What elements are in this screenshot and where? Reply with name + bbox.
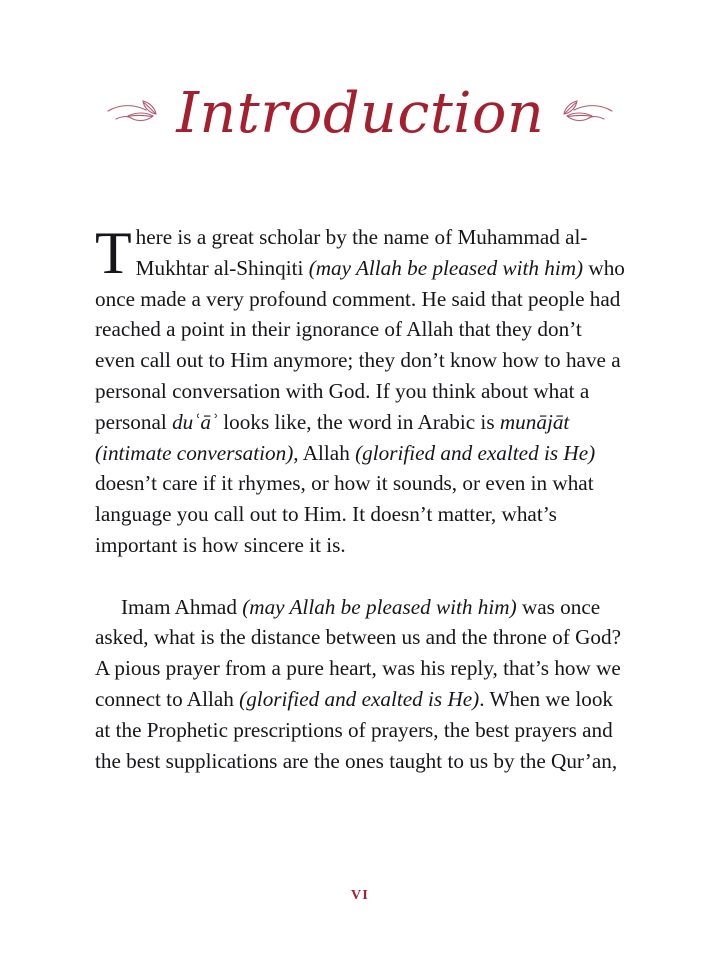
page-title: Introduction (176, 81, 544, 146)
p1-segment-3: who once made a very profound comment. He said that people had reached a point in their ignorance of Allah that they don’t even call out to Him anymore; they don’t know how to have a personal conversation with God. If you think about what a personal (95, 255, 625, 434)
p1-segment-5: looks like, the word in Arabic is (217, 409, 500, 434)
p2-segment-5: . When we look at the Prophetic prescriptions of prayers, the best prayers and the best supplications are the ones taught to us by the Qur’an, (95, 686, 618, 773)
body-text (95, 222, 625, 776)
p1-segment-9: doesn’t care if it rhymes, or how it sounds, or even in what language you call out to Him. It doesn’t matter, what’s important is how sincere it is. (95, 471, 594, 557)
p2-segment-2-italic: (may Allah be pleased with him) (242, 594, 517, 619)
paragraph-2 (95, 592, 625, 777)
p1-segment-1: There is a great scholar by the name of Muhammad al-Mukhtar al-Shinqiti (95, 220, 588, 286)
p1-term-munajat: munājāt (intimate conversation), (95, 409, 570, 465)
p1-segment-7: Allah (298, 440, 356, 465)
leaf-flourish-left-icon (106, 97, 162, 131)
p1-term-dua: duʿāʾ (172, 409, 218, 434)
p2-segment-1: Imam Ahmad (121, 594, 243, 619)
p2-segment-4-italic: (glorified and exalted is He) (239, 686, 480, 711)
p1-segment-2-italic: (may Allah be pleased with him) (308, 255, 584, 280)
paragraph-1 (95, 222, 625, 561)
p1-segment-8-italic: (glorified and exalted is He) (355, 440, 596, 465)
leaf-flourish-right-icon (558, 97, 614, 131)
page-number: VI (351, 888, 369, 903)
chapter-heading (0, 78, 720, 150)
p2-segment-3: was once asked, what is the distance between us and the throne of God? A pious prayer from a pure heart, was his reply, that’s how we connect to Allah (95, 594, 621, 711)
